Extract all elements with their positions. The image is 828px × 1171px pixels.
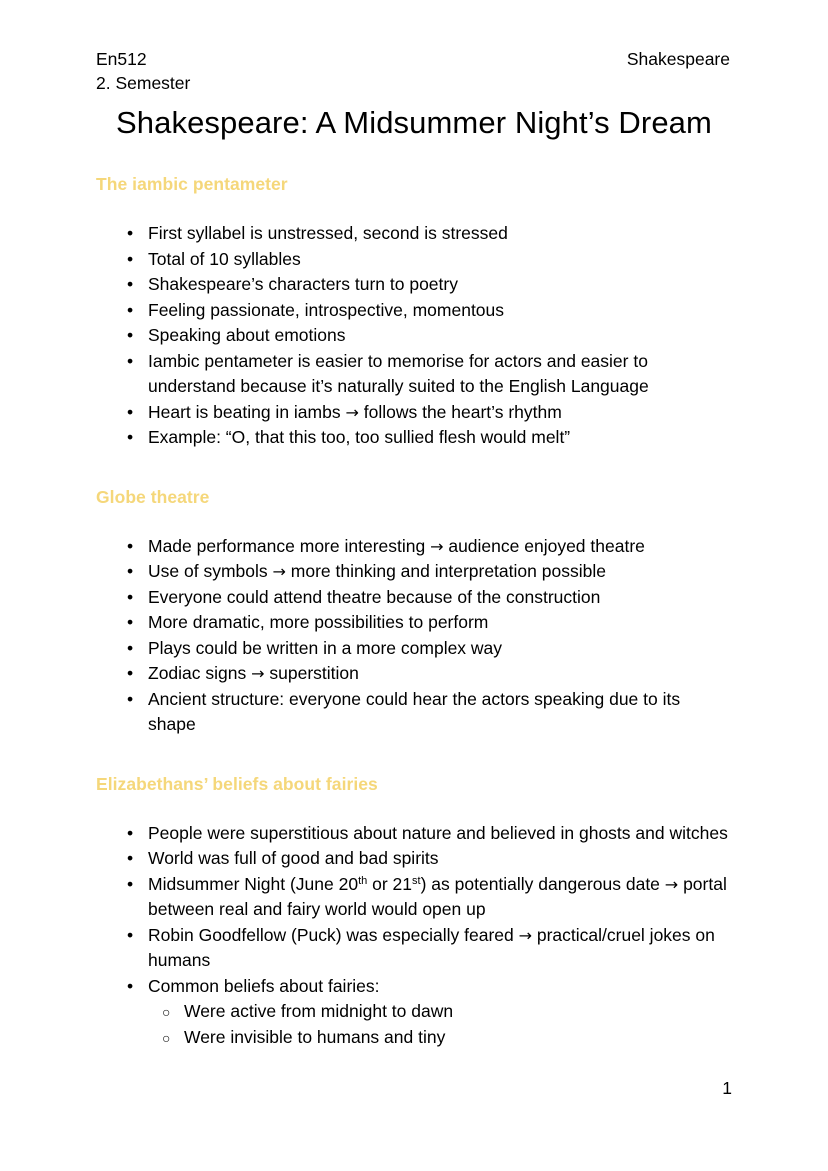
list-item (96, 610, 732, 636)
list-item (96, 323, 732, 349)
list-item-text: Heart is beating in iambs → follows the heart’s rhythm (148, 401, 562, 422)
list-item (96, 872, 732, 923)
list-item-text: World was full of good and bad spirits (148, 848, 439, 868)
bullet-icon: • (127, 848, 134, 868)
list-item (96, 974, 732, 1051)
list-item (96, 221, 732, 247)
list-item (96, 349, 732, 400)
header-left-block (96, 47, 190, 95)
list-item-text: Common beliefs about fairies: (148, 975, 380, 996)
list-item (96, 272, 732, 298)
bullet-icon: • (127, 975, 134, 996)
bullet-icon: • (127, 325, 134, 345)
section-elizabethan-fairy-beliefs (96, 773, 732, 1051)
list-item (96, 923, 732, 974)
course-code: En512 (96, 49, 147, 69)
list-item (96, 661, 732, 687)
section-heading: Globe theatre (96, 486, 210, 507)
list-item-text: Speaking about emotions (148, 325, 346, 345)
list-item-text: More dramatic, more possibilities to perform (148, 612, 489, 632)
sub-list-item (148, 1025, 732, 1051)
bullet-icon: • (127, 663, 134, 683)
list-item-text: Example: “O, that this too, too sullied flesh would melt” (148, 427, 571, 447)
list-item-text: People were superstitious about nature and believed in ghosts and witches (148, 822, 728, 843)
list-item-text: Made performance more interesting → audience enjoyed theatre (148, 535, 645, 556)
list-item (96, 298, 732, 324)
bullet-icon: • (127, 427, 134, 447)
document-header (96, 47, 732, 95)
list-item (96, 821, 732, 847)
section-globe-theatre (96, 486, 732, 738)
list-item (96, 687, 732, 738)
bullet-list (96, 821, 732, 1051)
section-heading: Elizabethans’ beliefs about fairies (96, 773, 378, 794)
list-item (96, 534, 732, 560)
section-heading: The iambic pentameter (96, 174, 288, 194)
bullet-icon: • (127, 688, 134, 709)
subject-label: Shakespeare (626, 49, 730, 69)
circle-bullet-icon: ○ (162, 1004, 171, 1020)
bullet-icon: • (127, 299, 134, 320)
bullet-list (96, 221, 732, 451)
list-item (96, 425, 732, 451)
bullet-list (96, 534, 732, 738)
list-item-text: Shakespeare’s characters turn to poetry (148, 274, 458, 294)
list-item (96, 247, 732, 273)
bullet-icon: • (127, 401, 134, 422)
sub-list-item-text: Were active from midnight to dawn (184, 1001, 454, 1021)
list-item (96, 585, 732, 611)
semester-label: 2. Semester (96, 73, 191, 93)
bullet-icon: • (127, 223, 134, 243)
bullet-icon: • (127, 248, 134, 269)
circle-bullet-icon: ○ (162, 1029, 171, 1046)
list-item (96, 559, 732, 585)
section-iambic-pentameter (96, 173, 732, 451)
sub-list-item-text: Were invisible to humans and tiny (184, 1026, 446, 1047)
bullet-icon: • (127, 561, 134, 581)
list-item (96, 400, 732, 426)
page-content (96, 47, 732, 1050)
bullet-icon: • (127, 350, 134, 371)
sub-list-item (148, 999, 732, 1025)
list-item-text: Iambic pentameter is easier to memorise for actors and easier to understand because it’s naturally suited to the English Language (148, 350, 649, 396)
bullet-icon: • (127, 924, 134, 945)
bullet-icon: • (127, 612, 134, 632)
bullet-icon: • (127, 822, 134, 843)
list-item-text: First syllabel is unstressed, second is stressed (148, 223, 508, 243)
list-item-text: Feeling passionate, introspective, momentous (148, 299, 505, 320)
list-item (96, 846, 732, 872)
list-item-text: Plays could be written in a more complex way (148, 637, 503, 658)
list-item (96, 636, 732, 662)
page-number: 1 (722, 1078, 732, 1098)
list-item-text: Use of symbols → more thinking and interpretation possible (148, 561, 606, 581)
bullet-icon: • (127, 873, 134, 894)
page-title: Shakespeare: A Midsummer Night’s Dream (116, 105, 712, 140)
bullet-icon: • (127, 535, 134, 556)
bullet-icon: • (127, 637, 134, 658)
list-item-text: Robin Goodfellow (Puck) was especially feared → practical/cruel jokes on humans (148, 924, 715, 970)
list-item-text: Zodiac signs → superstition (148, 663, 359, 683)
bullet-icon: • (127, 586, 134, 607)
sub-bullet-list (148, 999, 732, 1050)
bullet-icon: • (127, 274, 134, 294)
list-item-text: Ancient structure: everyone could hear the actors speaking due to its shape (148, 688, 681, 734)
list-item-text: Total of 10 syllables (148, 248, 301, 269)
list-item-text-ordinals: Midsummer Night (June 20th or 21st) as potentially dangerous date → portal between real and fairy world would open up (148, 873, 727, 919)
list-item-text: Everyone could attend theatre because of the construction (148, 586, 601, 607)
